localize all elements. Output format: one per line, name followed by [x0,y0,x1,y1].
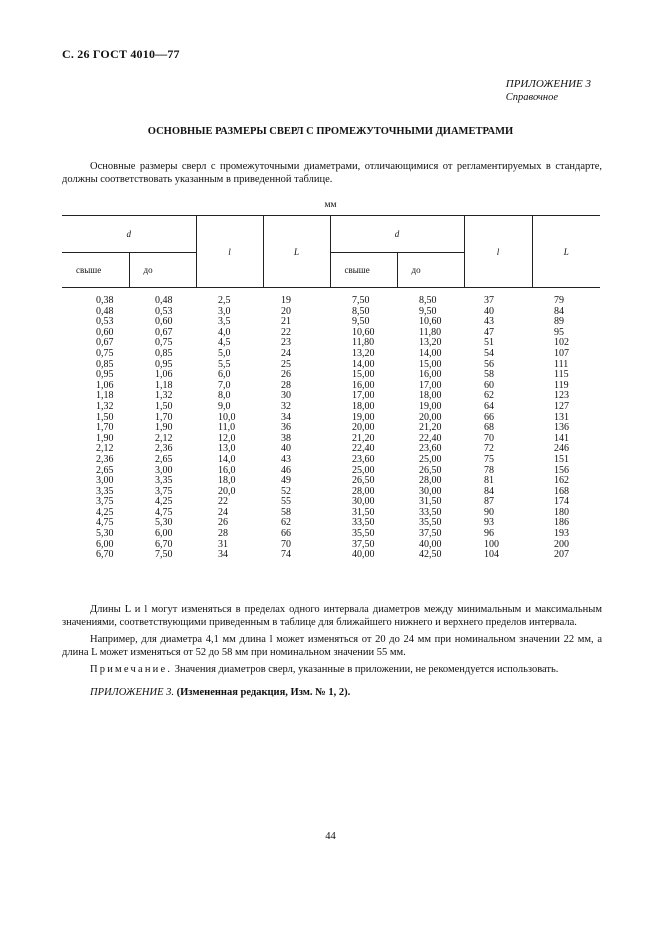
table-row [62,360,600,371]
table-cell: 9,50 [352,316,370,328]
table-cell: 151 [554,453,569,465]
table-cell: 2,5 [218,295,231,306]
table-row [62,497,600,508]
table-cell: 84 [554,305,564,317]
table-cell: 74 [281,549,291,561]
table-cell: 33,50 [419,506,442,518]
table-cell: 6,70 [96,549,114,561]
table-row [62,455,600,466]
table-cell: 23,60 [419,443,442,455]
table-cell: 14,0 [218,453,236,465]
table-cell: 17,00 [352,390,375,402]
table-cell: 70 [281,538,291,550]
table-cell: 14,00 [352,358,375,370]
table-cell: 9,50 [419,305,437,317]
table-cell: 1,32 [155,390,173,402]
table-cell: 79 [554,295,564,306]
table-cell: 47 [484,326,494,338]
table-cell: 96 [484,528,494,540]
table-cell: 24 [218,506,228,518]
table-cell: 31 [218,538,228,550]
table-cell: 11,0 [218,422,236,434]
appendix-title: ПРИЛОЖЕНИЕ 3 [505,78,591,90]
table-cell: 100 [484,538,499,550]
table-cell: 11,80 [352,337,375,349]
table-cell: 3,35 [155,475,173,487]
table-cell: 23 [281,337,291,349]
table-cell: 127 [554,400,569,412]
table-cell: 37 [484,295,494,306]
table-cell: 6,00 [155,528,173,540]
table-cell: 31,50 [352,506,375,518]
table-cell: 19 [281,295,291,306]
table-cell: 40,00 [419,538,442,550]
note-paragraph-lengths: Длины L и l могут изменяться в пределах одного интервала диаметров между минимальным и максимальным значениями, соответствующими приведенным в таблице для ближайшего нижнего и верхнего пределов интервала. [62,604,602,628]
table-row [62,391,600,402]
table-cell: 25,00 [352,464,375,476]
table-cell: 136 [554,422,569,434]
table-cell: 58 [281,506,291,518]
table-cell: 6,00 [96,538,114,550]
table-cell: 13,20 [352,347,375,359]
table-cell: 107 [554,347,569,359]
table-cell: 46 [281,464,291,476]
table-cell: 111 [554,358,569,370]
table-cell: 28 [218,528,228,540]
table-cell: 6,70 [155,538,173,550]
table-cell: 10,60 [419,316,442,328]
table-cell: 28 [281,379,291,391]
table-cell: 64 [484,400,494,412]
table-row [62,434,600,445]
table-cell: 1,06 [96,379,114,391]
table-cell: 26 [218,517,228,529]
table-cell: 66 [484,411,494,423]
table-cell: 7,50 [155,549,173,561]
note-remark-text: Значения диаметров сверл, указанные в приложении, не рекомендуется использовать. [174,664,559,675]
table-cell: 24 [281,347,291,359]
table-cell: 0,38 [96,295,114,306]
table-cell: 8,0 [218,390,231,402]
table-cell: 3,5 [218,316,231,328]
table-cell: 131 [554,411,569,423]
header-l-left: l [196,216,263,288]
table-cell: 93 [484,517,494,529]
table-row [62,328,600,339]
table-cell: 5,30 [96,528,114,540]
table-cell: 25,00 [419,453,442,465]
table-cell: 2,36 [155,443,173,455]
table-cell: 84 [484,485,494,497]
note-remark [62,663,602,676]
note-remark-label: Примечание. [90,664,173,675]
table-cell: 1,18 [96,390,114,402]
table-cell: 168 [554,485,569,497]
table-cell: 4,25 [155,496,173,508]
table-cell: 13,20 [419,337,442,349]
header-L-left: L [263,216,330,288]
table-cell: 246 [554,443,569,455]
table-cell: 20,0 [218,485,236,497]
table-cell: 0,85 [96,358,114,370]
table-cell: 1,06 [155,369,173,381]
table-cell: 95 [554,326,564,338]
table-row [62,487,600,498]
table-cell: 60 [484,379,494,391]
table-cell: 5,5 [218,358,231,370]
table-cell: 2,12 [96,443,114,455]
table-cell: 30,00 [352,496,375,508]
table-row [62,529,600,540]
table-cell: 13,0 [218,443,236,455]
header-L-right: L [532,216,600,288]
table-cell: 21,20 [419,422,442,434]
header-above-left: свыше [62,253,129,288]
table-cell: 4,5 [218,337,231,349]
appendix-label [506,77,591,105]
table-cell: 3,00 [96,475,114,487]
table-row [62,349,600,360]
table-row [62,402,600,413]
table-cell: 6,0 [218,369,231,381]
table-cell: 2,12 [155,432,173,444]
table-cell: 0,67 [155,326,173,338]
table-cell: 54 [484,347,494,359]
table-cell: 70 [484,432,494,444]
table-cell: 0,85 [155,347,173,359]
table-cell: 12,0 [218,432,236,444]
table-cell: 8,50 [352,305,370,317]
table-cell: 3,75 [96,496,114,508]
table-cell: 1,70 [96,422,114,434]
table-cell: 19,00 [352,411,375,423]
table-cell: 4,25 [96,506,114,518]
table-cell: 22 [218,496,228,508]
table-cell: 7,50 [352,295,370,306]
table-cell: 38 [281,432,291,444]
table-cell: 43 [281,453,291,465]
table-cell: 14,00 [419,347,442,359]
table-cell: 22 [281,326,291,338]
table-row [62,381,600,392]
table-cell: 4,0 [218,326,231,338]
table-cell: 26,50 [352,475,375,487]
table-cell: 42,50 [419,549,442,561]
table-cell: 22,40 [419,432,442,444]
table-cell: 3,0 [218,305,231,317]
table-cell: 33,50 [352,517,375,529]
table-cell: 15,00 [352,369,375,381]
edit-note [62,686,602,699]
dimensions-table [62,216,600,561]
table-cell: 19,00 [419,400,442,412]
table-cell: 32 [281,400,291,412]
table-cell: 18,00 [352,400,375,412]
table-row [62,307,600,318]
edit-note-text: (Измененная редакция, Изм. № 1, 2). [176,687,351,698]
table-cell: 87 [484,496,494,508]
table-cell: 16,0 [218,464,236,476]
table-cell: 11,80 [419,326,442,338]
table-cell: 68 [484,422,494,434]
table-cell: 0,75 [155,337,173,349]
table-cell: 34 [281,411,291,423]
table-row [62,288,600,307]
table-cell: 72 [484,443,494,455]
table-cell: 23,60 [352,453,375,465]
table-cell: 56 [484,358,494,370]
page-number: 44 [325,831,336,842]
table-cell: 18,00 [419,390,442,402]
table-row [62,466,600,477]
header-upto-right: до [397,253,464,288]
note-paragraph-example: Например, для диаметра 4,1 мм длина l может изменяться от 20 до 24 мм при номинальном значении 22 мм, а длина L может изменяться от 52 до 58 мм при номинальном значении 55 мм. [62,634,602,658]
table-cell: 119 [554,379,569,391]
table-cell: 5,30 [155,517,173,529]
table-cell: 66 [281,528,291,540]
table-cell: 0,53 [96,316,114,328]
table-cell: 17,00 [419,379,442,391]
intro-paragraph: Основные размеры сверл с промежуточными диаметрами, отличающимися от регламентируемых в стандарте, должны соответствовать указанным в приведенной таблице. [62,161,602,185]
table-cell: 0,60 [96,326,114,338]
table-row [62,423,600,434]
table-row [62,413,600,424]
table-cell: 207 [554,549,569,561]
table-cell: 0,48 [155,295,173,306]
table-cell: 55 [281,496,291,508]
page-header: С. 26 ГОСТ 4010—77 [62,47,180,61]
table-row [62,518,600,529]
table-cell: 89 [554,316,564,328]
table-unit: мм [324,200,337,210]
table-body [62,288,600,561]
header-upto-left: до [129,253,196,288]
table-cell: 115 [554,369,569,381]
table-cell: 22,40 [352,443,375,455]
table-cell: 1,90 [96,432,114,444]
table-cell: 1,50 [96,411,114,423]
table-row [62,444,600,455]
table-cell: 21 [281,316,291,328]
table-cell: 1,18 [155,379,173,391]
table-cell: 4,75 [96,517,114,529]
table-cell: 1,70 [155,411,173,423]
table-cell: 1,50 [155,400,173,412]
table-cell: 102 [554,337,569,349]
table-cell: 10,0 [218,411,236,423]
table-cell: 40 [484,305,494,317]
header-above-right: свыше [330,253,397,288]
table-cell: 51 [484,337,494,349]
table-cell: 26,50 [419,464,442,476]
table-cell: 3,35 [96,485,114,497]
table-cell: 10,60 [352,326,375,338]
header-l-right: l [464,216,532,288]
table-cell: 37,50 [352,538,375,550]
table-cell: 62 [281,517,291,529]
table-cell: 37,50 [419,528,442,540]
table-cell: 0,60 [155,316,173,328]
table-cell: 90 [484,506,494,518]
table-row [62,476,600,487]
table-cell: 21,20 [352,432,375,444]
table-cell: 28,00 [419,475,442,487]
table-cell: 15,00 [419,358,442,370]
table-cell: 186 [554,517,569,529]
dimensions-table-wrapper [62,215,600,561]
table-cell: 16,00 [352,379,375,391]
table-cell: 0,95 [155,358,173,370]
table-cell: 30,00 [419,485,442,497]
table-cell: 81 [484,475,494,487]
table-cell: 193 [554,528,569,540]
table-cell: 4,75 [155,506,173,518]
table-cell: 52 [281,485,291,497]
table-cell: 174 [554,496,569,508]
table-cell: 0,48 [96,305,114,317]
table-cell: 62 [484,390,494,402]
table-row [62,370,600,381]
table-row [62,550,600,561]
table-cell: 0,75 [96,347,114,359]
table-cell: 2,65 [96,464,114,476]
table-cell: 16,00 [419,369,442,381]
table-cell: 0,67 [96,337,114,349]
table-cell: 78 [484,464,494,476]
table-cell: 40,00 [352,549,375,561]
table-cell: 40 [281,443,291,455]
table-cell: 34 [218,549,228,561]
table-cell: 9,0 [218,400,231,412]
table-cell: 31,50 [419,496,442,508]
table-cell: 0,53 [155,305,173,317]
table-cell: 58 [484,369,494,381]
table-row [62,338,600,349]
table-cell: 43 [484,316,494,328]
table-cell: 75 [484,453,494,465]
table-cell: 8,50 [419,295,437,306]
header-d-right: d [330,216,464,253]
table-cell: 0,95 [96,369,114,381]
table-cell: 35,50 [419,517,442,529]
table-cell: 180 [554,506,569,518]
table-cell: 104 [484,549,499,561]
table-cell: 26 [281,369,291,381]
table-cell: 2,65 [155,453,173,465]
table-cell: 25 [281,358,291,370]
table-cell: 2,36 [96,453,114,465]
notes-section [62,603,602,703]
table-cell: 35,50 [352,528,375,540]
table-cell: 7,0 [218,379,231,391]
table-cell: 18,0 [218,475,236,487]
edit-note-label: ПРИЛОЖЕНИЕ 3. [90,687,174,698]
table-row [62,540,600,551]
table-cell: 3,75 [155,485,173,497]
table-cell: 28,00 [352,485,375,497]
table-cell: 36 [281,422,291,434]
table-cell: 1,90 [155,422,173,434]
table-cell: 200 [554,538,569,550]
table-cell: 123 [554,390,569,402]
table-cell: 156 [554,464,569,476]
table-cell: 20,00 [352,422,375,434]
table-cell: 162 [554,475,569,487]
table-cell: 3,00 [155,464,173,476]
table-row [62,508,600,519]
table-cell: 1,32 [96,400,114,412]
table-cell: 49 [281,475,291,487]
table-cell: 30 [281,390,291,402]
appendix-type: Справочное [505,92,559,103]
header-d-left: d [62,216,196,253]
table-cell: 20 [281,305,291,317]
table-row [62,317,600,328]
table-cell: 5,0 [218,347,231,359]
document-title: ОСНОВНЫЕ РАЗМЕРЫ СВЕРЛ С ПРОМЕЖУТОЧНЫМИ ДИАМЕТРАМИ [147,126,514,137]
table-cell: 141 [554,432,569,444]
table-cell: 20,00 [419,411,442,423]
